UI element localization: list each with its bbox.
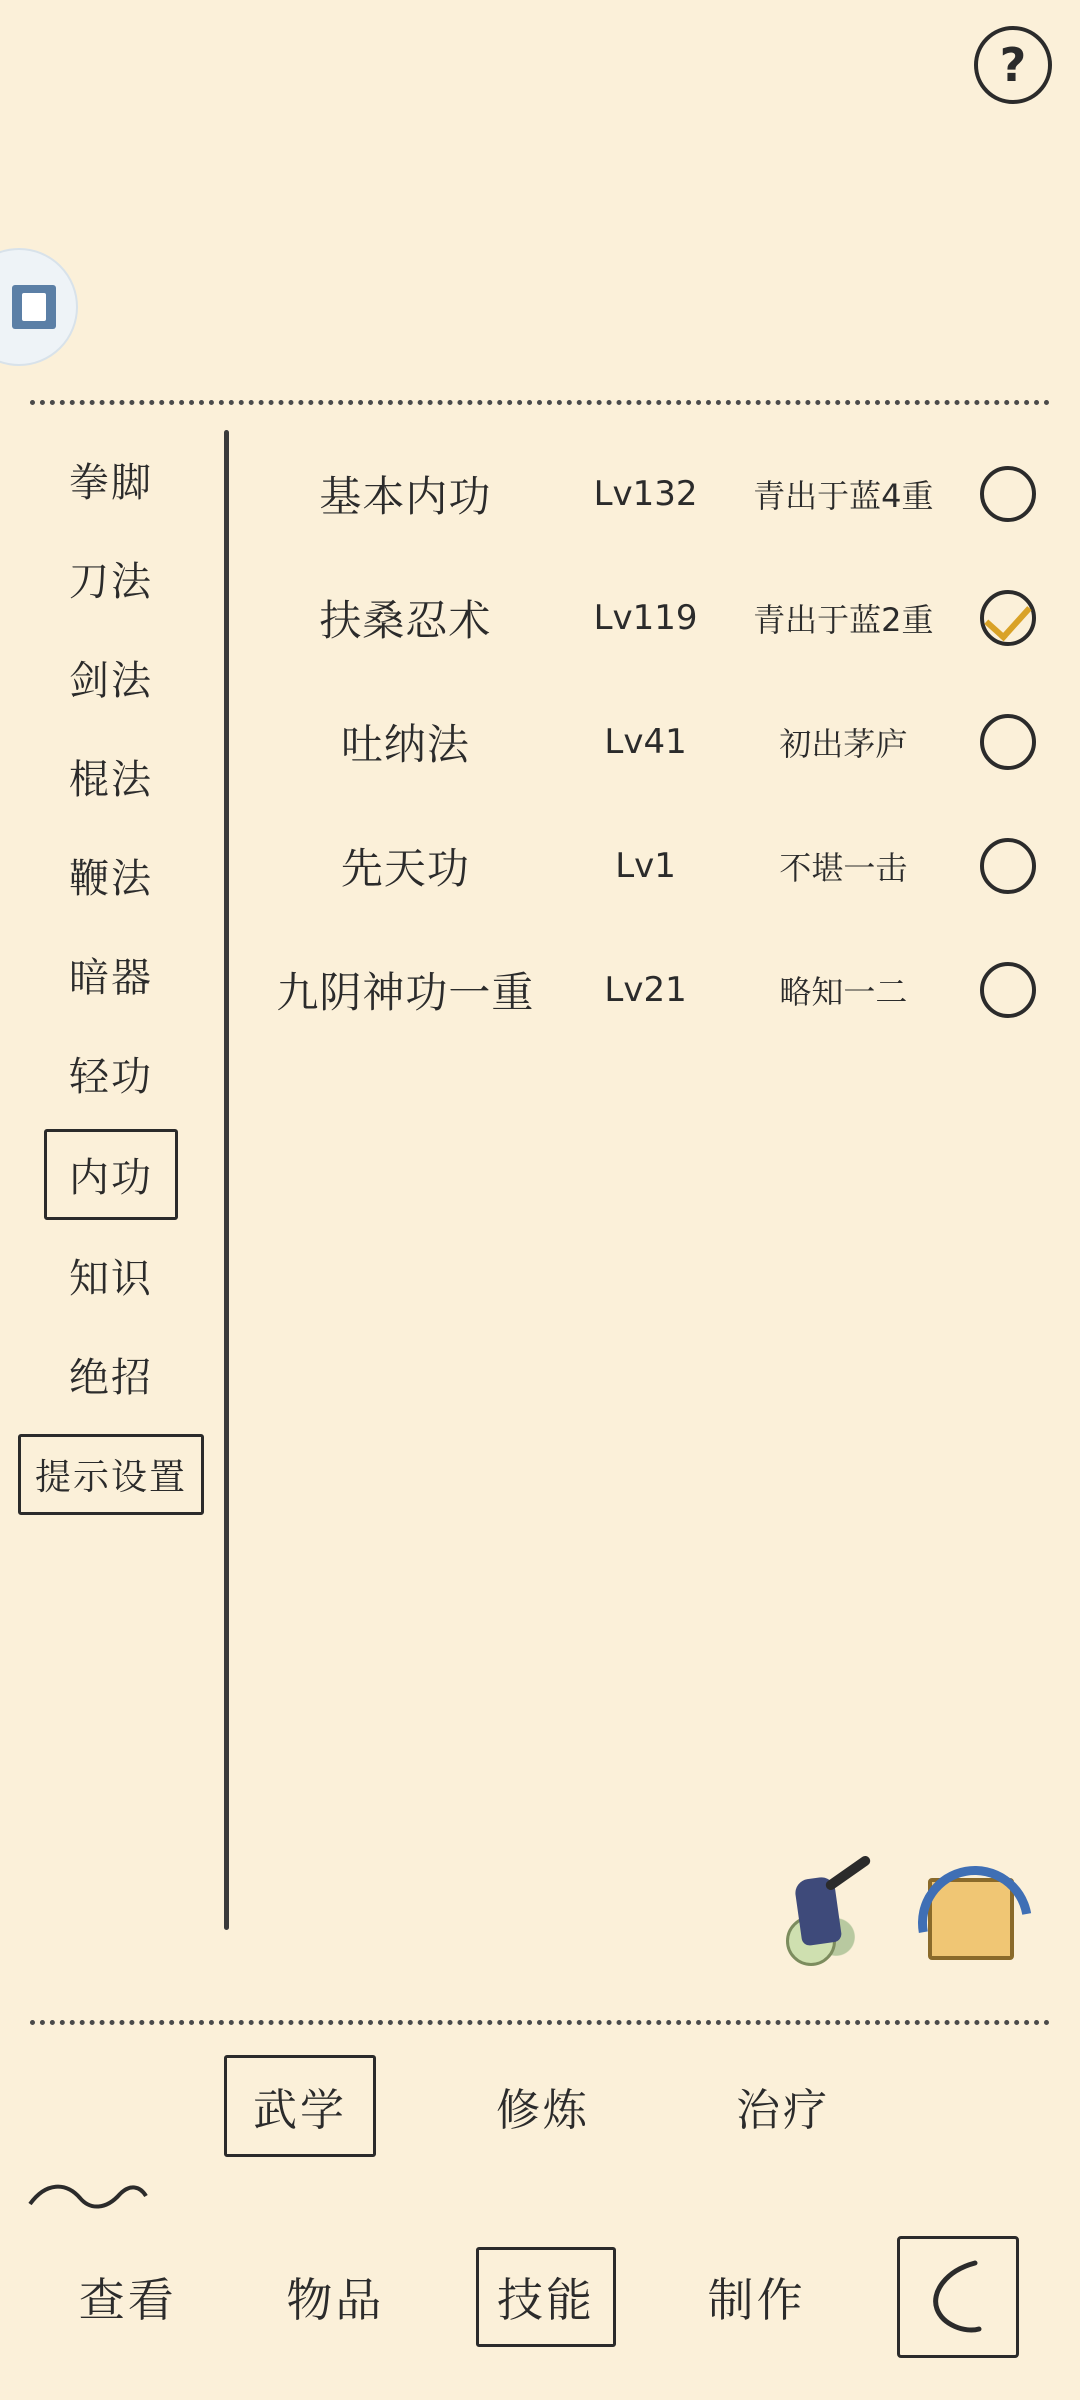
skill-select-cell[interactable] (956, 714, 1060, 770)
skill-name: 九阴神功一重 (276, 968, 535, 1017)
skill-level: Lv119 (593, 598, 698, 638)
category-item-quanjiao[interactable]: 拳脚 (69, 460, 153, 506)
skill-radio-checked[interactable] (980, 590, 1036, 646)
table-row[interactable] (250, 556, 1060, 680)
category-item-gunfa[interactable]: 棍法 (69, 757, 153, 803)
skill-name: 吐纳法 (340, 720, 470, 769)
category-item-juezhao[interactable]: 绝招 (69, 1355, 153, 1401)
ninja-training-icon[interactable] (770, 1860, 880, 1970)
skill-level: Lv1 (615, 846, 676, 886)
back-icon (923, 2257, 993, 2337)
craft-exchange-icon[interactable] (912, 1860, 1022, 1970)
table-row[interactable] (250, 928, 1060, 1052)
category-item-bianfa[interactable]: 鞭法 (69, 856, 153, 902)
nav-item-jineng[interactable]: 技能 (476, 2247, 616, 2347)
skill-rank: 青出于蓝4重 (753, 477, 934, 515)
category-item-zhishi[interactable]: 知识 (69, 1256, 153, 1302)
help-button[interactable] (974, 26, 1052, 104)
tab-zhiliao[interactable]: 治疗 (736, 2085, 830, 2136)
nav-item-chakan[interactable]: 查看 (78, 2273, 177, 2327)
skill-rank: 不堪一击 (779, 849, 908, 887)
tab-xiulian[interactable]: 修炼 (496, 2085, 590, 2136)
back-button[interactable] (897, 2236, 1019, 2358)
squiggle-decoration (28, 2176, 148, 2216)
skill-select-cell[interactable] (956, 962, 1060, 1018)
category-item-neigong[interactable]: 内功 (44, 1129, 178, 1220)
skill-name: 扶桑忍术 (319, 596, 492, 645)
app-badge-icon[interactable] (0, 248, 78, 366)
divider-bottom (30, 2020, 1050, 2025)
skill-rank: 略知一二 (779, 973, 908, 1011)
table-row[interactable] (250, 804, 1060, 928)
skill-name: 基本内功 (319, 472, 492, 521)
exchange-arrow-shape (896, 1844, 1055, 2003)
bottom-nav (0, 2222, 1080, 2372)
category-list (0, 430, 222, 1525)
mid-tab-row (0, 2055, 1080, 2157)
skill-radio[interactable] (980, 838, 1036, 894)
table-row[interactable] (250, 680, 1060, 804)
skill-level: Lv132 (593, 474, 698, 514)
skill-radio[interactable] (980, 466, 1036, 522)
category-item-daofa[interactable]: 刀法 (69, 559, 153, 605)
help-icon: ? (999, 38, 1027, 92)
skill-select-cell[interactable] (956, 590, 1060, 646)
category-item-anqi[interactable]: 暗器 (69, 955, 153, 1001)
table-row[interactable] (250, 432, 1060, 556)
skill-select-cell[interactable] (956, 838, 1060, 894)
skill-rank: 青出于蓝2重 (753, 601, 934, 639)
skill-name: 先天功 (340, 844, 470, 893)
skill-select-cell[interactable] (956, 466, 1060, 522)
skill-level: Lv21 (604, 970, 687, 1010)
action-icon-row (770, 1860, 1022, 1970)
nav-item-wupin[interactable]: 物品 (286, 2273, 385, 2327)
category-item-qinggong[interactable]: 轻功 (69, 1054, 153, 1100)
skill-list (250, 432, 1060, 1052)
ninja-arm-shape (824, 1854, 872, 1892)
app-badge-glyph (12, 285, 56, 329)
skill-level: Lv41 (604, 722, 687, 762)
category-item-jianfa[interactable]: 剑法 (69, 658, 153, 704)
skill-radio[interactable] (980, 962, 1036, 1018)
nav-item-zhizuo[interactable]: 制作 (707, 2273, 806, 2327)
tab-wuxue[interactable]: 武学 (224, 2055, 376, 2157)
skill-rank: 初出茅庐 (779, 725, 908, 763)
skill-radio[interactable] (980, 714, 1036, 770)
divider-top (30, 400, 1050, 405)
hint-settings-button[interactable]: 提示设置 (18, 1434, 204, 1515)
vertical-divider (224, 430, 229, 1930)
